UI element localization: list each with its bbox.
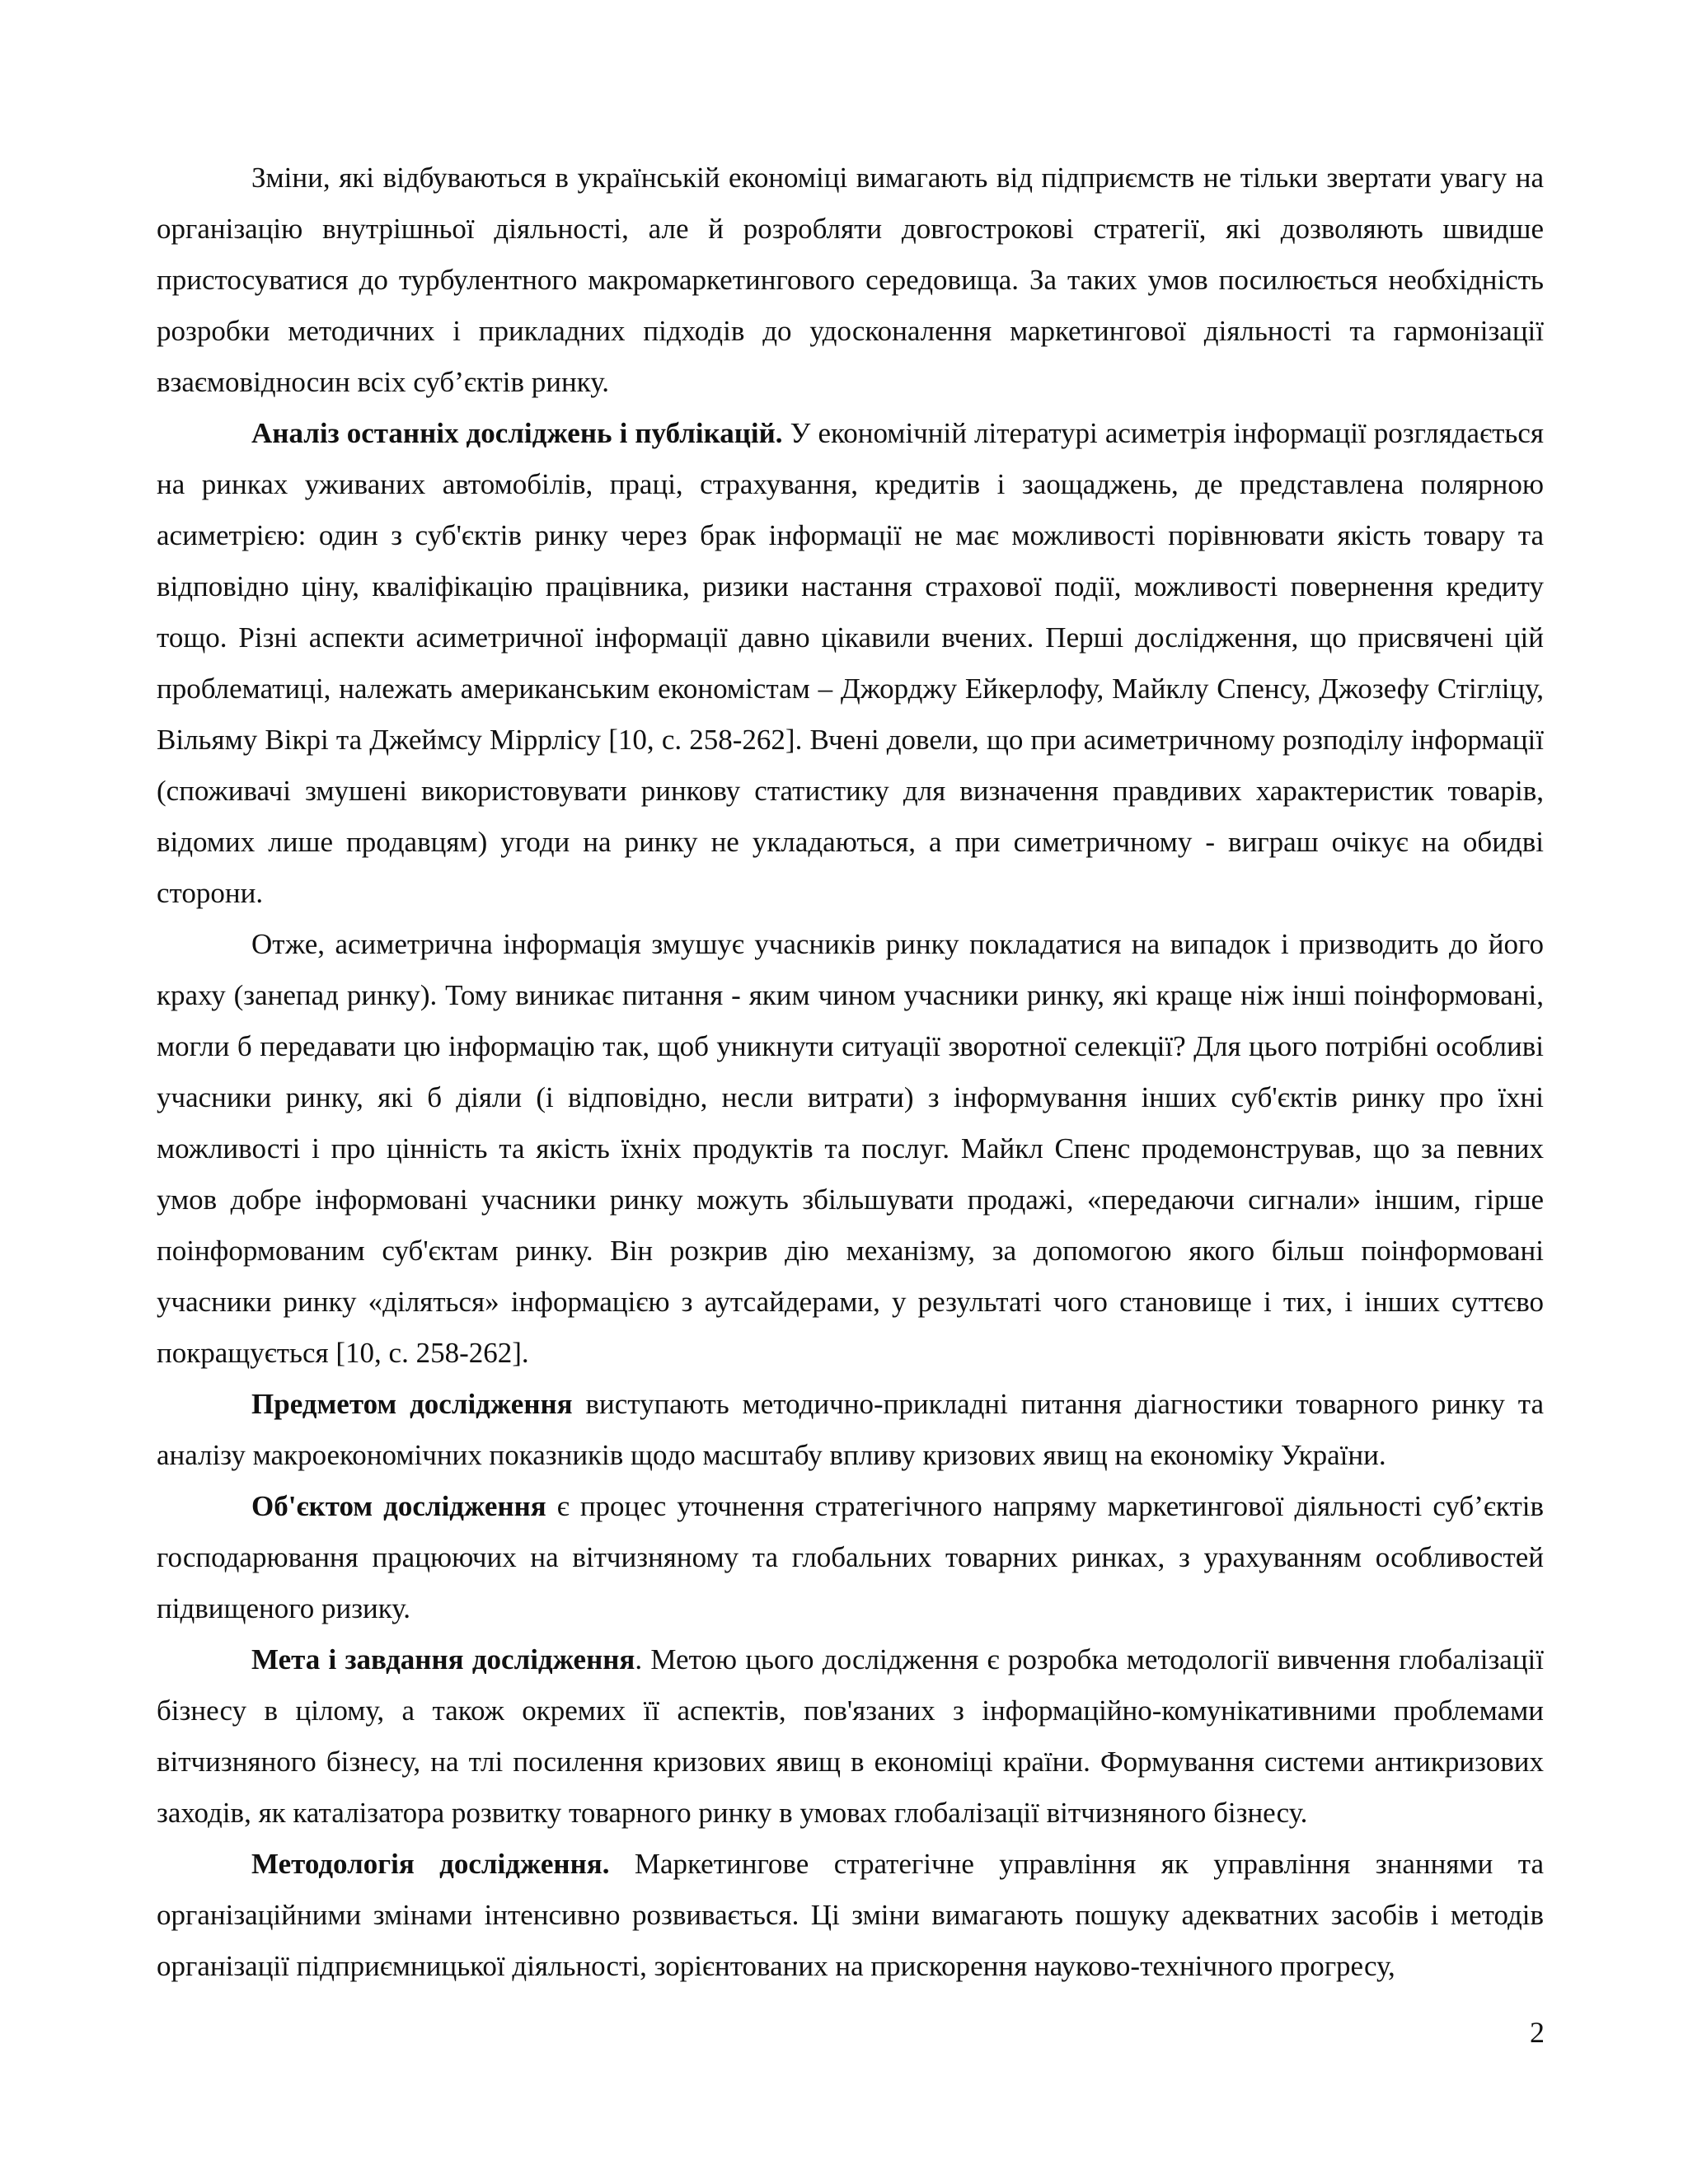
paragraph-text: Отже, асиметрична інформація змушує учасників ринку покладатися на випадок і призводить до його краху (занепад ринку). Тому виникає питання - яким чином учасники ринку, які краще ніж інші поінформовані, могли б передавати цю інформацію так, щоб уникнути ситуації зворотної селекції? Для цього потрібні особливі учасники ринку, які б діяли (і відповідно, несли витрати) з інформування інших суб'єктів ринку про їхні можливості і про цінність та якість їхніх продуктів та послуг. Майкл Спенс продемонстрував, що за певних умов добре інформовані учасники ринку можуть збільшувати продажі, «передаючи сигнали» іншим, гірше поінформованим суб'єктам ринку. Він розкрив дію механізму, за допомогою якого більш поінформовані учасники ринку «діляться» інформацією з аутсайдерами, у результаті чого становище і тих, і інших суттєво покращується [10, с. 258-262]. [157, 928, 1544, 1369]
paragraph-literature-review [157, 408, 1544, 919]
paragraph-lead-heading: Мета і завдання дослідження [251, 1643, 635, 1675]
paragraph-lead-heading: Аналіз останніх досліджень і публікацій. [251, 417, 783, 449]
paragraph-intro [157, 152, 1544, 408]
paragraph-asymmetric-information [157, 919, 1544, 1379]
paragraph-text: є процес уточнення стратегічного напряму маркетингової діяльності суб’єктів господарювання працюючих на вітчизняному та глобальних товарних ринках, з урахуванням особливостей підвищеного ризику. [157, 1490, 1545, 1624]
paragraph-text: Зміни, які відбуваються в українській економіці вимагають від підприємств не тільки звертати увагу на організацію внутрішньої діяльності, але й розробляти довгострокові стратегії, які дозволяють швидше пристосуватися до турбулентного макромаркетингового середовища. За таких умов посилюється необхідність розробки методичних і прикладних підходів до удосконалення маркетингової діяльності та гармонізації взаємовідносин всіх суб’єктів ринку. [157, 162, 1544, 398]
paragraph-lead-heading: Предметом дослідження [251, 1388, 573, 1420]
paragraph-research-object [157, 1481, 1544, 1634]
paragraph-lead-heading: Об'єктом дослідження [251, 1490, 546, 1522]
paragraph-research-subject [157, 1379, 1544, 1481]
paragraph-lead-heading: Методологія дослідження. [251, 1848, 610, 1880]
document-body [157, 152, 1544, 1992]
paragraph-text: У економічній літературі асиметрія інформації розглядається на ринках уживаних автомобілів, праці, страхування, кредитів і заощаджень, де представлена полярною асиметрією: один з суб'єктів ринку через брак інформації не має можливості порівнювати якість товару та відповідно ціну, кваліфікацію працівника, ризики настання страхової події, можливості повернення кредиту тощо. Різні аспекти асиметричної інформації давно цікавили вчених. Перші дослідження, що присвячені цій проблематиці, належать американським економістам – Джорджу Ейкерлофу, Майклу Спенсу, Джозефу Стігліцу, Вільяму Вікрі та Джеймсу Міррлісу [10, с. 258-262]. Вчені довели, що при асиметричному розподілу інформації (споживачі змушені використовувати ринкову статистику для визначення правдивих характеристик товарів, відомих лише продавцям) угоди на ринку не укладаються, а при симетричному - виграш очікує на обидві сторони. [157, 417, 1544, 909]
paragraph-text: . Метою цього дослідження є розробка методології вивчення глобалізації бізнесу в цілому, а також окремих її аспектів, пов'язаних з інформаційно-комунікативними проблемами вітчизняного бізнесу, на тлі посилення кризових явищ в економіці країни. Формування системи антикризових заходів, як каталізатора розвитку товарного ринку в умовах глобалізації вітчизняного бізнесу. [157, 1643, 1544, 1829]
paragraph-text: виступають методично-прикладні питання діагностики товарного ринку та аналізу макроекономічних показників щодо масштабу впливу кризових явищ на економіку України. [157, 1388, 1544, 1471]
paragraph-text: Маркетингове стратегічне управління як управління знаннями та організаційними змінами інтенсивно розвивається. Ці зміни вимагають пошуку адекватних засобів і методів організації підприємницької діяльності, зорієнтованих на прискорення науково-технічного прогресу, [157, 1848, 1544, 1982]
paragraph-methodology [157, 1839, 1544, 1992]
page-number: 2 [1530, 2016, 1545, 2049]
paragraph-research-goal [157, 1634, 1544, 1839]
